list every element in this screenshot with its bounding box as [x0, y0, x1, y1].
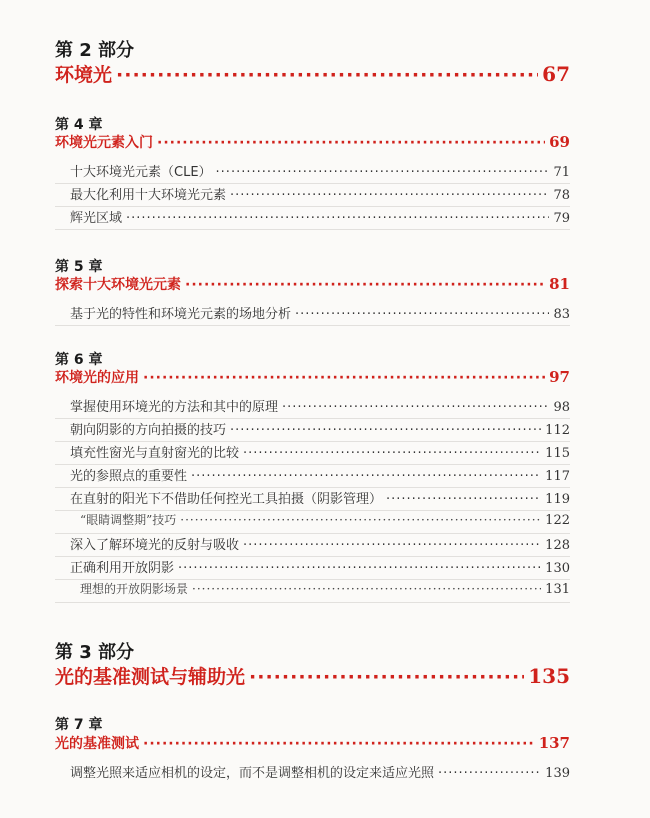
chapter-7-label: 第 7 章 — [55, 717, 103, 733]
chapter-4-label: 第 4 章 — [55, 117, 103, 133]
entry-page: 119 — [545, 492, 570, 507]
leader-dots — [386, 492, 541, 507]
entry-page: 79 — [553, 211, 570, 226]
entry-page: 130 — [545, 561, 570, 576]
toc-entry[interactable] — [55, 442, 570, 465]
entry-text: 填充性窗光与直射窗光的比较 — [70, 446, 240, 461]
leader-dots — [143, 736, 535, 752]
entry-text: 最大化利用十大环境光元素 — [70, 188, 227, 203]
entry-page: 122 — [545, 513, 570, 528]
entry-text: 理想的开放阴影场景 — [80, 582, 189, 596]
toc-entry[interactable] — [55, 161, 570, 184]
entry-text: 朝向阴影的方向拍摄的技巧 — [70, 423, 227, 438]
leader-dots — [243, 446, 541, 461]
chapter-4-title-row[interactable] — [55, 132, 570, 152]
leader-dots — [230, 423, 541, 438]
chapter-7-title: 光的基准测试 — [55, 736, 139, 752]
chapter-5-title-row[interactable] — [55, 274, 570, 294]
chapter-7-page: 137 — [538, 734, 570, 752]
chapter-6-label: 第 6 章 — [55, 352, 103, 368]
chapter-6-title: 环境光的应用 — [55, 370, 139, 386]
entry-page: 115 — [545, 446, 570, 461]
toc-entry[interactable] — [55, 762, 570, 784]
chapter-5-label: 第 5 章 — [55, 259, 103, 275]
part-2-title-row[interactable] — [55, 60, 570, 87]
part-3-page: 135 — [528, 664, 570, 688]
leader-dots — [191, 469, 541, 484]
entry-text: 基于光的特性和环境光元素的场地分析 — [70, 307, 292, 322]
toc-entry[interactable] — [55, 465, 570, 488]
toc-entry[interactable] — [55, 419, 570, 442]
chapter-7-title-row[interactable] — [55, 733, 570, 753]
leader-dots — [192, 582, 541, 596]
leader-dots — [116, 64, 538, 86]
leader-dots — [438, 766, 541, 781]
leader-dots — [230, 188, 549, 203]
part-2-page: 67 — [542, 62, 570, 86]
entry-text: 正确利用开放阴影 — [70, 561, 175, 576]
entry-page: 71 — [553, 165, 570, 180]
entry-page: 98 — [553, 400, 570, 415]
chapter-4-page: 69 — [549, 133, 570, 151]
entry-page: 117 — [545, 469, 570, 484]
chapter-7-entries — [55, 762, 570, 784]
part-3-title-row[interactable] — [55, 662, 570, 689]
leader-dots — [180, 513, 541, 527]
entry-text: 光的参照点的重要性 — [70, 469, 188, 484]
entry-text: 深入了解环境光的反射与吸收 — [70, 538, 240, 553]
entry-page: 128 — [545, 538, 570, 553]
leader-dots — [143, 370, 545, 386]
chapter-6-entries — [55, 396, 570, 603]
toc-subentry[interactable] — [55, 511, 570, 534]
entry-page: 131 — [545, 582, 570, 597]
entry-page: 112 — [545, 423, 570, 438]
part-3-title: 光的基准测试与辅助光 — [55, 666, 246, 688]
entry-text: 十大环境光元素（CLE） — [70, 165, 212, 180]
part-2-label: 第 2 部分 — [55, 40, 135, 61]
toc-entry[interactable] — [55, 396, 570, 419]
toc-entry[interactable] — [55, 534, 570, 557]
leader-dots — [282, 400, 549, 415]
toc-subentry[interactable] — [55, 580, 570, 603]
chapter-6-page: 97 — [549, 368, 570, 386]
leader-dots — [157, 135, 545, 151]
part-3-label: 第 3 部分 — [55, 642, 135, 663]
entry-page: 139 — [545, 766, 570, 781]
entry-text: “眼睛调整期”技巧 — [80, 513, 177, 527]
toc-entry[interactable] — [55, 303, 570, 326]
entry-page: 83 — [553, 307, 570, 322]
leader-dots — [249, 666, 524, 688]
entry-text: 掌握使用环境光的方法和其中的原理 — [70, 400, 279, 415]
toc-entry[interactable] — [55, 557, 570, 580]
entry-page: 78 — [553, 188, 570, 203]
toc-entry[interactable] — [55, 184, 570, 207]
entry-text: 在直射的阳光下不借助任何控光工具拍摄（阴影管理） — [70, 492, 383, 507]
chapter-6-title-row[interactable] — [55, 367, 570, 387]
part-2-title: 环境光 — [55, 64, 113, 86]
leader-dots — [216, 165, 550, 180]
toc-entry[interactable] — [55, 207, 570, 230]
toc-entry[interactable] — [55, 488, 570, 511]
leader-dots — [126, 211, 549, 226]
chapter-5-page: 81 — [549, 275, 570, 293]
chapter-5-title: 探索十大环境光元素 — [55, 277, 181, 293]
leader-dots — [243, 538, 541, 553]
leader-dots — [178, 561, 541, 576]
chapter-4-title: 环境光元素入门 — [55, 135, 153, 151]
leader-dots — [185, 277, 545, 293]
chapter-4-entries — [55, 161, 570, 230]
entry-text: 辉光区域 — [70, 211, 123, 226]
chapter-5-entries — [55, 303, 570, 326]
leader-dots — [295, 307, 549, 322]
entry-text: 调整光照来适应相机的设定，而不是调整相机的设定来适应光照 — [70, 766, 435, 781]
